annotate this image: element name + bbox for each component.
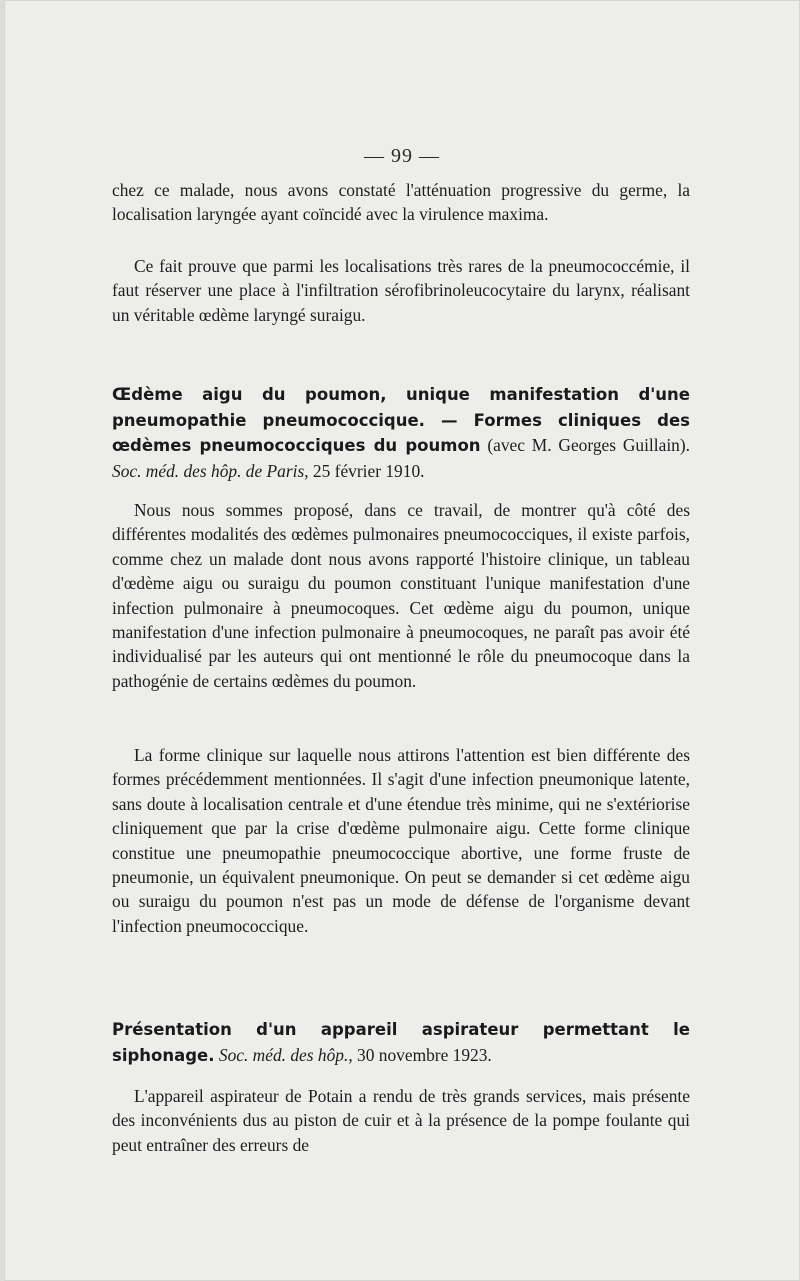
paragraph-text: L'appareil aspirateur de Potain a rendu de très grands services, mais présente des inconvénients dus au piston de cuir et à la présence de la pompe foulante qui peut entraîner des erreurs de (112, 1086, 690, 1155)
paragraph-text: La forme clinique sur laquelle nous attirons l'attention est bien différente des formes précédemment mentionnées. Il s'agit d'une infection pneumonique latente, sans doute à localisation centrale et d'une étendue très minime, qui ne s'extériorise cliniquement que par la crise d'œdème pulmonaire aigu. Cette forme clinique constitue une pneumopathie pneumococcique abortive, une forme fruste de pneumonie, un équivalent pneumonique. On peut se demander si cet œdème aigu ou suraigu du poumon n'est pas un mode de défense de l'organisme devant l'infection pneumococcique. (112, 745, 690, 936)
section-title: Œdème aigu du poumon, unique manifestation d'une pneumopathie pneumococcique. — Formes cliniques des œdèmes pneumococciques du poumon (112, 385, 690, 455)
section-heading (112, 382, 690, 483)
section-journal: Soc. méd. des hôp. (214, 1044, 349, 1065)
section-title: Présentation d'un appareil aspirateur permettant le siphonage. (112, 1020, 690, 1065)
paragraph-text: Nous nous sommes proposé, dans ce travail, de montrer qu'à côté des différentes modalités des œdèmes pulmonaires pneumococciques, il existe parfois, comme chez un malade dont nous avons rapporté l'histoire clinique, un tableau d'œdème aigu ou suraigu du poumon constituant l'unique manifestation d'une infection pulmonaire à pneumocoques. Cet œdème aigu du poumon, unique manifestation d'une infection pulmonaire à pneumocoques, ne paraît pas avoir été individualisé par les auteurs qui ont mentionné le rôle du pneumocoque dans la pathogénie de certains œdèmes du poumon. (112, 500, 690, 691)
paragraph-text: Ce fait prouve que parmi les localisations très rares de la pneumococcémie, il faut réserver une place à l'infiltration sérofibrinoleucocytaire du larynx, réalisant un véritable œdème laryngé suraigu. (112, 256, 690, 325)
section-heading (112, 1017, 690, 1068)
paragraph-continuation (112, 178, 690, 227)
paragraph-pneumococcemie (112, 254, 690, 327)
section-heading-oedeme (112, 382, 690, 483)
paragraph-forme-clinique (112, 743, 690, 938)
section-heading-appareil (112, 1017, 690, 1068)
section-date: , 25 février 1910. (304, 460, 425, 481)
section-authors: (avec M. Georges Guillain). (480, 435, 690, 455)
page-number: — 99 — (364, 145, 440, 167)
paragraph-travail (112, 498, 690, 693)
paragraph-text: chez ce malade, nous avons constaté l'atténuation progressive du germe, la localisation laryngée ayant coïncidé avec la virulence maxima. (112, 180, 690, 225)
document-page (4, 0, 800, 1281)
section-date: , 30 novembre 1923. (348, 1044, 492, 1065)
paragraph-potain (112, 1084, 690, 1157)
section-journal: Soc. méd. des hôp. de Paris (112, 460, 305, 481)
